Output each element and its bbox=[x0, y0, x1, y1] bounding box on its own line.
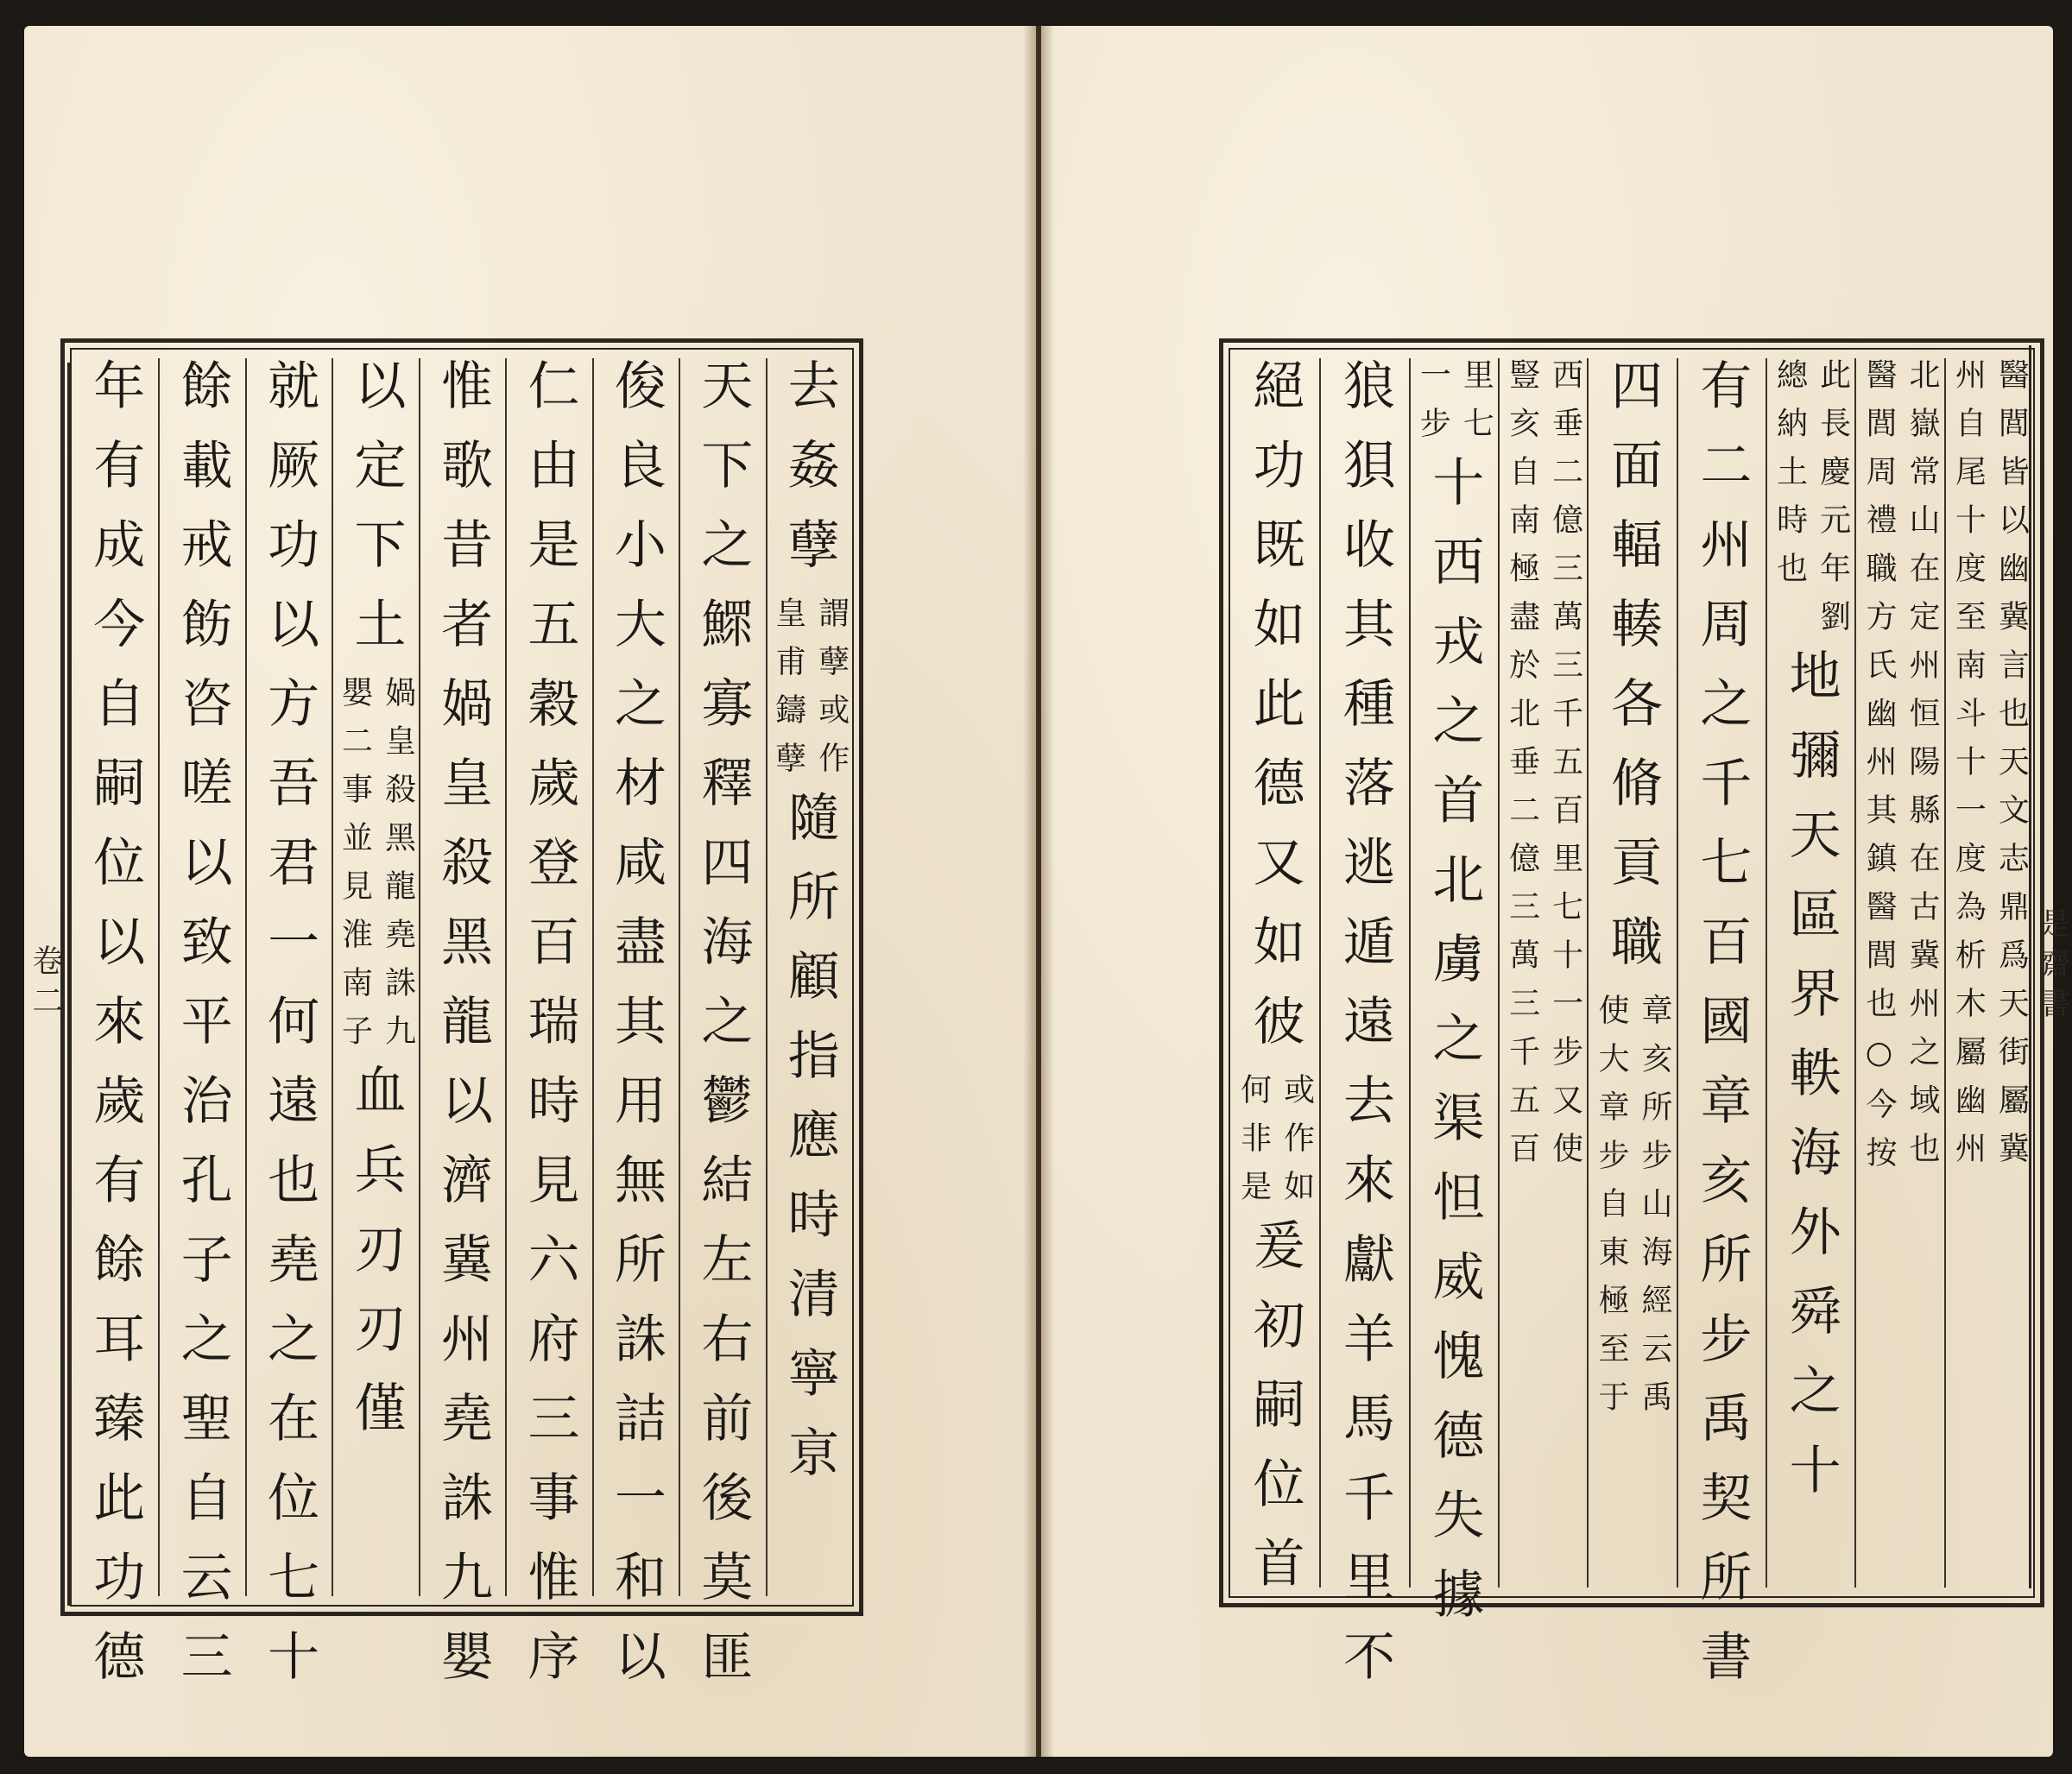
right_page-column bbox=[1319, 358, 1408, 1708]
column-text: 仁由是五穀歲登百瑞時見六府三事惟序 bbox=[519, 358, 580, 1708]
note-left-line: 皇甫鑄孽 bbox=[770, 597, 806, 790]
column-text: 有二州周之千七百國章亥所步禹契所書 bbox=[1691, 358, 1753, 1708]
left_page-column bbox=[766, 358, 852, 1596]
column-text: 去姦孽 bbox=[779, 358, 840, 597]
interlinear-note bbox=[1502, 358, 1585, 1180]
left_page-column bbox=[158, 358, 244, 1708]
right-text-block bbox=[1219, 338, 2044, 1708]
interlinear-note bbox=[1412, 358, 1495, 455]
column-text-continued: 隨所顧指應時清寧亰 bbox=[779, 790, 840, 1505]
right-text-frame bbox=[1229, 348, 2035, 1708]
note-left-line: 何非是 bbox=[1235, 1073, 1272, 1218]
note-right-line: 章亥所步山海經云禹 bbox=[1636, 994, 1672, 1429]
column-text-continued: 十西戎之首北虜之渠怛威愧德失據 bbox=[1424, 455, 1485, 1646]
left_page-column bbox=[72, 358, 158, 1708]
right_page-column bbox=[1230, 358, 1319, 1615]
right_page-column bbox=[1854, 358, 1943, 1588]
note-right-line: 或作如 bbox=[1279, 1073, 1315, 1218]
note-left-line: 使大章步自東極至于 bbox=[1593, 994, 1629, 1429]
column-text: 天下之鰥寡釋四海之鬱結左右前後莫匪 bbox=[692, 358, 754, 1708]
note-left-line: 醫閭周禮職方氏幽州其鎮醫閭也○今按 bbox=[1860, 358, 1897, 1184]
right-edge-text: 是齋書 bbox=[2035, 907, 2070, 1026]
interlinear-note bbox=[1859, 358, 1942, 1184]
left-text-block bbox=[60, 338, 863, 1708]
note-left-line: 一步 bbox=[1415, 358, 1451, 455]
right_page-column bbox=[1587, 358, 1676, 1588]
column-text: 絕功既如此德又如彼 bbox=[1244, 358, 1305, 1073]
column-text: 就厥功以方吾君一何遠也堯之在位七十 bbox=[259, 358, 320, 1708]
note-left-line: 總納土時也 bbox=[1772, 358, 1808, 600]
column-text: 以定下土 bbox=[345, 358, 407, 676]
left_page-column bbox=[679, 358, 765, 1708]
note-right-line: 媧皇殺黑龍堯誅九 bbox=[380, 676, 416, 1063]
book-gutter bbox=[1023, 26, 1054, 1757]
column-text: 餘載戒飭咨嗟以致平治孔子之聖自云三 bbox=[172, 358, 233, 1708]
column-text-continued: 血兵刃刃僅 bbox=[345, 1063, 407, 1460]
column-text: 惟歌昔者媧皇殺黑龍以濟冀州堯誅九嬰 bbox=[432, 358, 493, 1708]
column-text-continued: 地彌天區界軼海外舜之十 bbox=[1780, 648, 1841, 1522]
note-right-line: 西垂二億三萬三千五百里七十一步又使 bbox=[1547, 358, 1583, 1180]
note-right-line: 醫閭皆以幽冀言也天文志鼎爲天街屬冀 bbox=[1993, 358, 2030, 1180]
interlinear-note bbox=[1948, 358, 2031, 1180]
right_page-column bbox=[1677, 358, 1766, 1708]
left_page-column bbox=[592, 358, 679, 1708]
right_page-column bbox=[1766, 358, 1854, 1588]
left_page-column bbox=[245, 358, 332, 1708]
right_page-column bbox=[1498, 358, 1587, 1588]
right_page-column bbox=[1944, 358, 2033, 1588]
interlinear-note bbox=[768, 597, 851, 790]
left-edge-text: 卷二 bbox=[28, 944, 63, 1024]
note-left-line: 州自尾十度至南斗十一度為析木屬幽州 bbox=[1950, 358, 1987, 1180]
interlinear-note bbox=[1234, 1073, 1317, 1218]
interlinear-note bbox=[335, 676, 418, 1063]
column-text: 年有成今自嗣位以來歲有餘耳臻此功德 bbox=[85, 358, 146, 1708]
column-text-continued: 爰初嗣位首 bbox=[1244, 1218, 1305, 1615]
left-text-frame bbox=[70, 348, 854, 1708]
right_page-column bbox=[1409, 358, 1498, 1646]
left_page-column bbox=[419, 358, 505, 1708]
column-text: 狼狽收其種落逃遁遠去來獻羊馬千里不 bbox=[1334, 358, 1395, 1708]
note-right-line: 里七 bbox=[1458, 358, 1494, 455]
note-left-line: 嬰二事並見淮南子 bbox=[337, 676, 373, 1063]
column-text: 四面輻輳各脩貢職 bbox=[1601, 358, 1663, 994]
left_page-column bbox=[505, 358, 591, 1708]
note-left-line: 豎亥自南極盡於北垂二億三萬三千五百 bbox=[1504, 358, 1540, 1180]
note-right-line: 北嶽常山在定州恒陽縣在古冀州之域也 bbox=[1904, 358, 1940, 1180]
note-right-line: 此長慶元年劉 bbox=[1815, 358, 1851, 648]
column-text: 俊良小大之材咸盡其用無所誅詰一和以 bbox=[605, 358, 666, 1708]
interlinear-note bbox=[1770, 358, 1853, 648]
note-right-line: 謂孽或作 bbox=[813, 597, 850, 790]
interlinear-note bbox=[1591, 994, 1674, 1429]
left_page-column bbox=[332, 358, 418, 1596]
